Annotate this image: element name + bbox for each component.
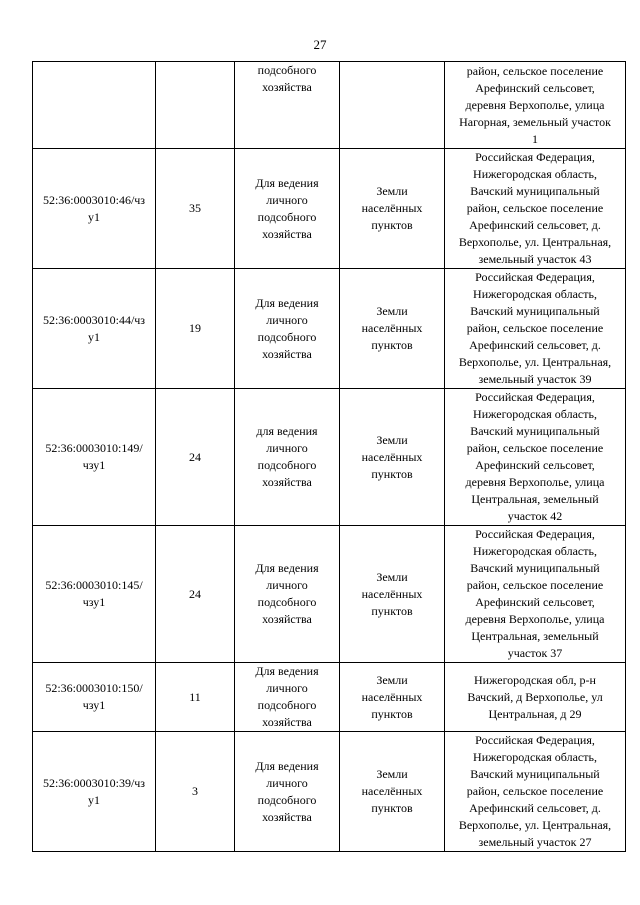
land-category-cell: Земли населённых пунктов — [340, 149, 445, 269]
land-parcels-table — [32, 61, 626, 852]
address-cell: район, сельское поселение Арефинский сельсовет, деревня Верхополье, улица Нагорная, земельный участок 1 — [445, 62, 626, 149]
area-cell: 35 — [156, 149, 235, 269]
cadastral-number-cell: 52:36:0003010:150/ чзу1 — [33, 663, 156, 732]
table-row — [33, 62, 626, 149]
land-category-cell: Земли населённых пунктов — [340, 663, 445, 732]
permitted-use-cell: Для ведения личного подсобного хозяйства — [235, 269, 340, 389]
permitted-use-cell: Для ведения личного подсобного хозяйства — [235, 526, 340, 663]
permitted-use-cell: Для ведения личного подсобного хозяйства — [235, 149, 340, 269]
table-row — [33, 389, 626, 526]
area-cell: 19 — [156, 269, 235, 389]
land-category-cell: Земли населённых пунктов — [340, 732, 445, 852]
address-cell: Нижегородская обл, р-н Вачский, д Верхополье, ул Центральная, д 29 — [445, 663, 626, 732]
area-cell: 24 — [156, 389, 235, 526]
area-cell: 3 — [156, 732, 235, 852]
address-cell: Российская Федерация, Нижегородская область, Вачский муниципальный район, сельское поселение Арефинский сельсовет, д. Верхополье, ул. Центральная, земельный участок 43 — [445, 149, 626, 269]
table-row — [33, 732, 626, 852]
area-cell: 11 — [156, 663, 235, 732]
land-category-cell — [340, 62, 445, 149]
table-row — [33, 663, 626, 732]
cadastral-number-cell: 52:36:0003010:44/чз у1 — [33, 269, 156, 389]
table-row — [33, 526, 626, 663]
cadastral-number-cell: 52:36:0003010:145/ чзу1 — [33, 526, 156, 663]
address-cell: Российская Федерация, Нижегородская область, Вачский муниципальный район, сельское поселение Арефинский сельсовет, деревня Верхополье, улица Центральная, земельный участок 42 — [445, 389, 626, 526]
permitted-use-cell: подсобного хозяйства — [235, 62, 340, 149]
table-row — [33, 149, 626, 269]
cadastral-number-cell: 52:36:0003010:46/чз у1 — [33, 149, 156, 269]
cadastral-number-cell — [33, 62, 156, 149]
address-cell: Российская Федерация, Нижегородская область, Вачский муниципальный район, сельское поселение Арефинский сельсовет, деревня Верхополье, улица Центральная, земельный участок 37 — [445, 526, 626, 663]
cadastral-number-cell: 52:36:0003010:39/чз у1 — [33, 732, 156, 852]
address-cell: Российская Федерация, Нижегородская область, Вачский муниципальный район, сельское поселение Арефинский сельсовет, д. Верхополье, ул. Центральная, земельный участок 39 — [445, 269, 626, 389]
land-category-cell: Земли населённых пунктов — [340, 269, 445, 389]
permitted-use-cell: для ведения личного подсобного хозяйства — [235, 389, 340, 526]
area-cell: 24 — [156, 526, 235, 663]
page-number: 27 — [313, 37, 327, 52]
land-category-cell: Земли населённых пунктов — [340, 389, 445, 526]
table-row — [33, 269, 626, 389]
cadastral-number-cell: 52:36:0003010:149/ чзу1 — [33, 389, 156, 526]
address-cell: Российская Федерация, Нижегородская область, Вачский муниципальный район, сельское поселение Арефинский сельсовет, д. Верхополье, ул. Центральная, земельный участок 27 — [445, 732, 626, 852]
area-cell — [156, 62, 235, 149]
permitted-use-cell: Для ведения личного подсобного хозяйства — [235, 732, 340, 852]
land-category-cell: Земли населённых пунктов — [340, 526, 445, 663]
permitted-use-cell: Для ведения личного подсобного хозяйства — [235, 663, 340, 732]
